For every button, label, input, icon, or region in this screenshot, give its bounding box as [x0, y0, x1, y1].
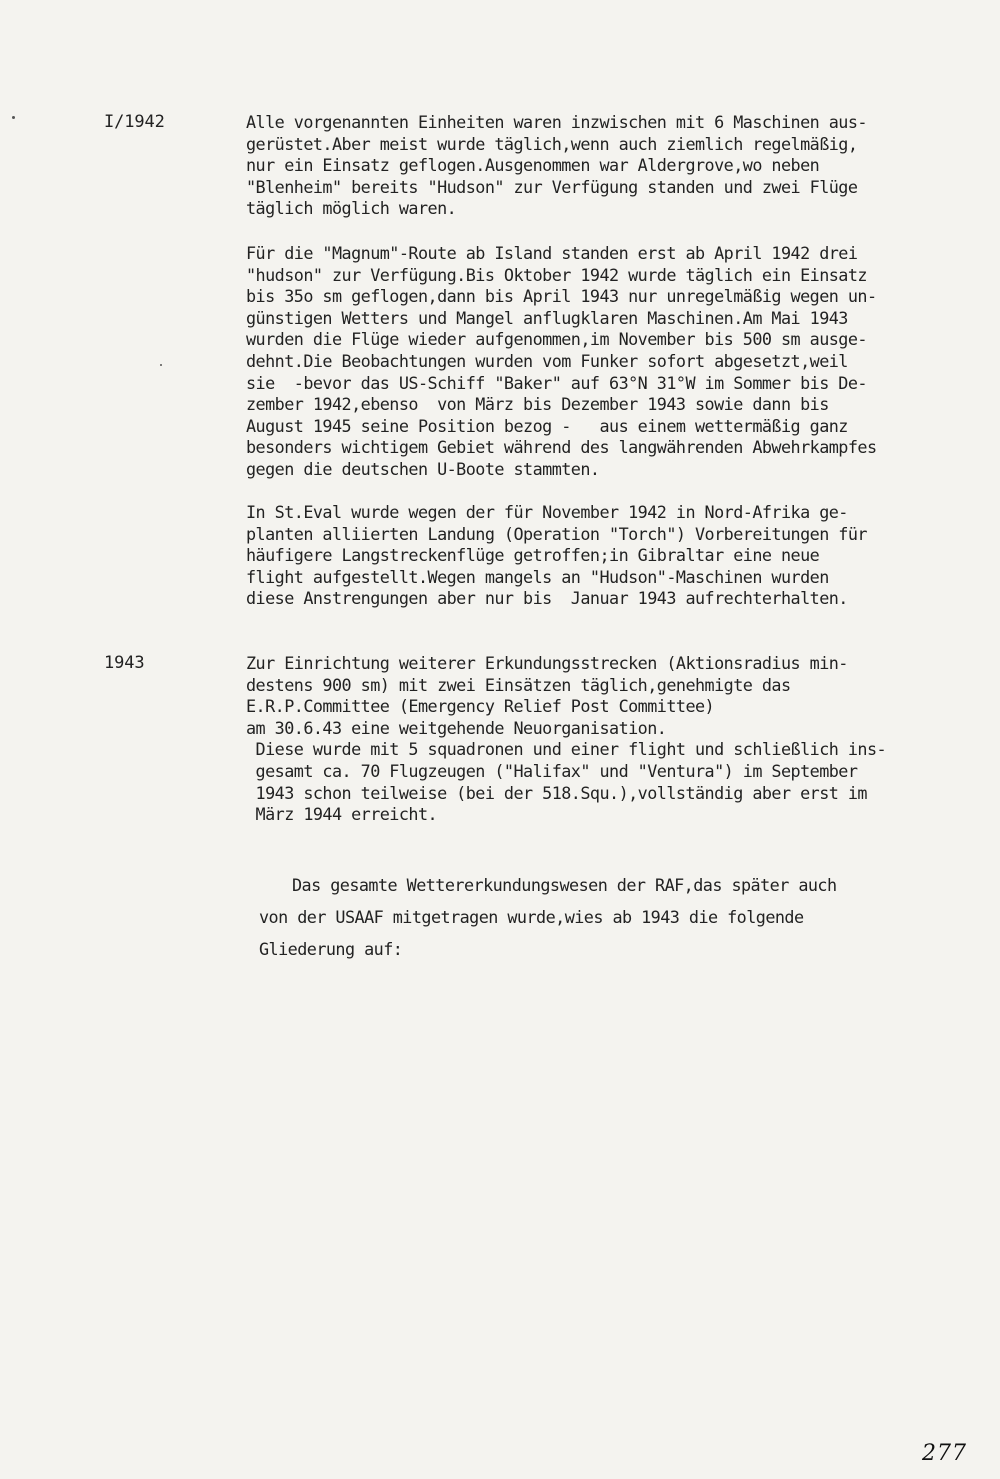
text-line: bis 35o sm geflogen,dann bis April 1943 nur unregelmäßig wegen un- — [246, 286, 877, 307]
text-line: am 30.6.43 eine weitgehende Neuorganisation. — [246, 717, 667, 738]
text-line: gesamt ca. 70 Flugzeugen ("Halifax" und "Ventura") im September — [246, 760, 858, 781]
text-line: "Blenheim" bereits "Hudson" zur Verfügung standen und zwei Flüge — [246, 176, 858, 197]
text-line: Zur Einrichtung weiterer Erkundungsstrecken (Aktionsradius min- — [246, 653, 848, 673]
text-line: gerüstet.Aber meist wurde täglich,wenn auch ziemlich regelmäßig, — [246, 133, 858, 154]
text-line: wurden die Flüge wieder aufgenommen,im November bis 500 sm ausge- — [246, 329, 867, 350]
text-line: 1943 schon teilweise (bei der 518.Squ.),vollständig aber erst im — [246, 782, 867, 803]
text-line: planten alliierten Landung (Operation "Torch") Vorbereitungen für — [246, 523, 867, 544]
text-line: besonders wichtigem Gebiet während des langwährenden Abwehrkampfes — [246, 437, 877, 458]
text-line: März 1944 erreicht. — [246, 804, 438, 825]
text-line: häufigere Langstreckenflüge getroffen;in Gibraltar eine neue — [246, 545, 820, 566]
text-line: In St.Eval wurde wegen der für November 1942 in Nord-Afrika ge- — [246, 502, 848, 522]
paragraph — [246, 653, 976, 826]
paragraph — [246, 243, 976, 481]
text-line: Für die "Magnum"-Route ab Island standen erst ab April 1942 drei — [246, 243, 858, 263]
text-line: günstigen Wetters und Mangel anflugklaren Maschinen.Am Mai 1943 — [246, 307, 848, 328]
text-line: Alle vorgenannten Einheiten waren inzwischen mit 6 Maschinen aus- — [246, 112, 867, 132]
text-line: flight aufgestellt.Wegen mangels an "Hudson"-Maschinen wurden — [246, 566, 829, 587]
text-line: Gliederung auf: — [259, 939, 403, 959]
page-number: 277 — [922, 1441, 967, 1466]
text-line: sie -bevor das US-Schiff "Baker" auf 63°N 31°W im Sommer bis De- — [246, 372, 867, 393]
paragraph — [246, 502, 976, 610]
text-line: dehnt.Die Beobachtungen wurden vom Funker sofort abgesetzt,weil — [246, 350, 848, 371]
text-line: zember 1942,ebenso von März bis Dezember 1943 sowie dann bis — [246, 394, 829, 415]
text-line: täglich möglich waren. — [246, 198, 457, 219]
stray-mark — [12, 116, 15, 119]
text-line: gegen die deutschen U-Boote stammten. — [246, 458, 600, 479]
text-line: E.R.P.Committee (Emergency Relief Post Committee) — [246, 696, 715, 717]
paragraph — [246, 112, 976, 220]
text-line: "hudson" zur Verfügung.Bis Oktober 1942 wurde täglich ein Einsatz — [246, 264, 867, 285]
text-line: Das gesamte Wettererkundungswesen der RAF,das später auch — [292, 875, 837, 895]
year-label: 1943 — [104, 653, 145, 673]
text-line: destens 900 sm) mit zwei Einsätzen täglich,genehmigte das — [246, 674, 791, 695]
text-line: von der USAAF mitgetragen wurde,wies ab 1943 die folgende — [259, 907, 804, 927]
text-line: diese Anstrengungen aber nur bis Januar 1943 aufrechterhalten. — [246, 588, 848, 609]
stray-mark — [160, 364, 162, 366]
year-label: I/1942 — [104, 112, 165, 132]
text-line: nur ein Einsatz geflogen.Ausgenommen war Aldergrove,wo neben — [246, 155, 820, 176]
text-line: August 1945 seine Position bezog - aus einem wettermäßig ganz — [246, 415, 848, 436]
text-line: Diese wurde mit 5 squadronen und einer flight und schließlich ins- — [246, 739, 887, 760]
